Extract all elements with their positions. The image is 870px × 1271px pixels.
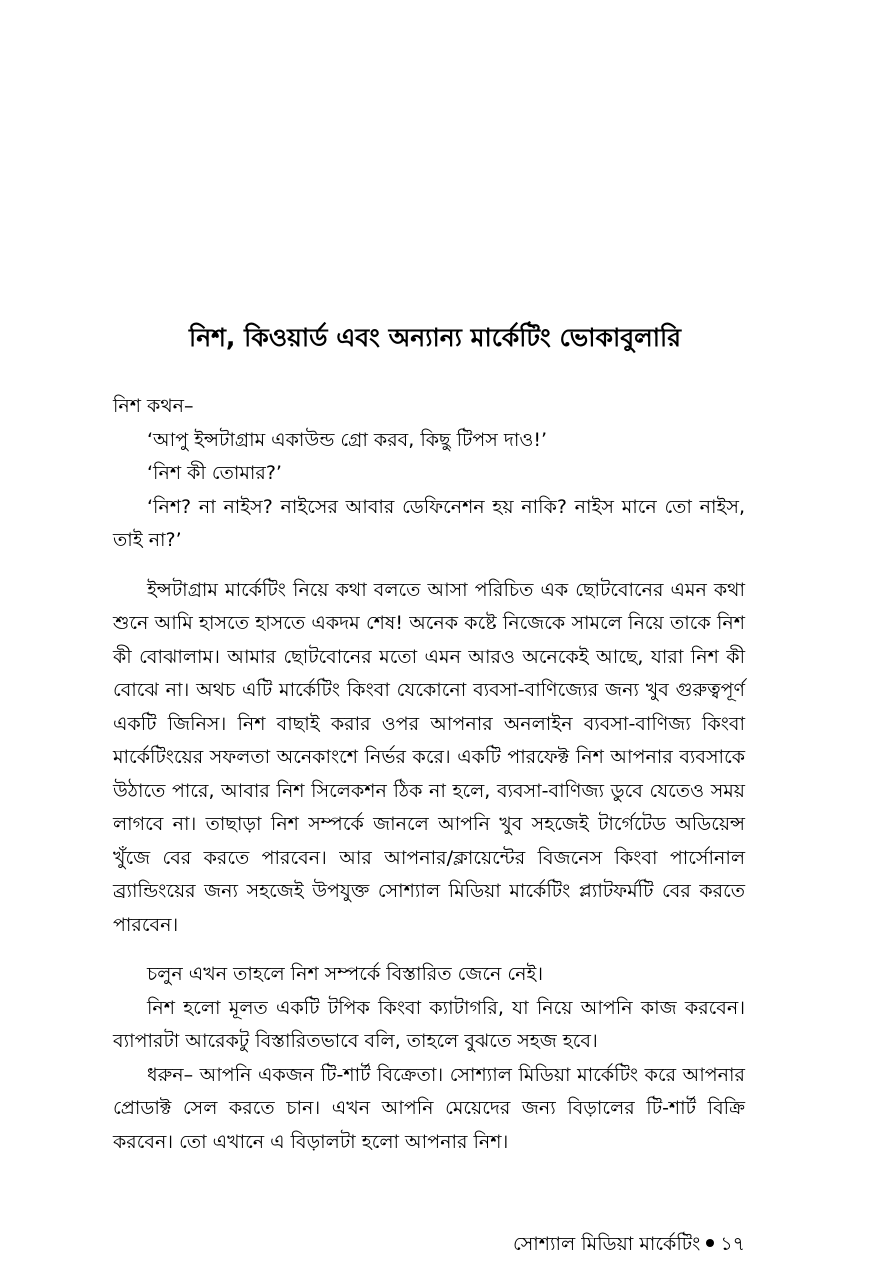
paragraph-niche-definition: নিশ হলো মূলত একটি টপিক কিংবা ক্যাটাগরি, যা নিয়ে আপনি কাজ করবেন। ব্যাপারটা আরেকটু বিস্তারিতভাবে বলি, তাহলে বুঝতে সহজ হবে। xyxy=(113,996,745,1052)
dialogue-line-3: ‘নিশ? না নাইস? নাইসের আবার ডেফিনেশন হয় নাকি? নাইস মানে তো নাইস, তাই না?’ xyxy=(113,495,745,551)
paragraph-intro-label: নিশ কথন– xyxy=(113,395,194,417)
dialogue-line-2: ‘নিশ কী তোমার?’ xyxy=(147,462,282,484)
chapter-title: নিশ, কিওয়ার্ড এবং অন্যান্য মার্কেটিং ভোকাবুলারি xyxy=(189,323,681,352)
paragraph-example: ধরুন– আপনি একজন টি-শার্ট বিক্রেতা। সোশ্যাল মিডিয়া মার্কেটিং করে আপনার প্রোডাক্ট সেল করতে চান। এখন আপনি মেয়েদের জন্য বিড়ালের টি-শার্ট বিক্রি করবেন। তো এখানে এ বিড়ালটা হলো আপনার নিশ। xyxy=(113,1063,745,1153)
dialogue-line-1: ‘আপু ইন্সটাগ্রাম একাউন্ড গ্রো করব, কিছু টিপস দাও!’ xyxy=(147,428,548,451)
page-number: ১৭ xyxy=(720,1233,745,1255)
paragraph-niche-importance: ইন্সটাগ্রাম মার্কেটিং নিয়ে কথা বলতে আসা পরিচিত এক ছোটবোনের এমন কথা শুনে আমি হাসতে হাসতে একদম শেষ! অনেক কষ্টে নিজেকে সামলে নিয়ে তাকে নিশ কী বোঝালাম। আমার ছোটবোনের মতো এমন আরও অনেকেই আছে, যারা নিশ কী বোঝে না। অথচ এটি মার্কেটিং কিংবা যেকোনো ব্যবসা-বাণিজ্যের জন্য খুব গুরুত্বপূর্ণ একটি জিনিস। নিশ বাছাই করার ওপর আপনার অনলাইন ব্যবসা-বাণিজ্য কিংবা মার্কেটিংয়ের সফলতা অনেকাংশে নির্ভর করে। একটি পারফেক্ট নিশ আপনার ব্যবসাকে উঠাতে পারে, আবার নিশ সিলেকশন ঠিক না হলে, ব্যবসা-বাণিজ্য ডুবে যেতেও সময় লাগবে না। তাছাড়া নিশ সম্পর্কে জানলে আপনি খুব সহজেই টার্গেটেড অডিয়েন্স খুঁজে বের করতে পারবেন। আর আপনার/ক্লায়েন্টের বিজনেস কিংবা পার্সোনাল ব্র্যান্ডিংয়ের জন্য সহজেই উপযুক্ত সোশ্যাল মিডিয়া মার্কেটিং প্ল্যাটফর্মটি বের করতে পারবেন। xyxy=(113,578,745,936)
paragraph-transition: চলুন এখন তাহলে নিশ সম্পর্কে বিস্তারিত জেনে নেই। xyxy=(147,963,544,985)
bullet-separator-icon xyxy=(706,1239,714,1247)
footer-book-title: সোশ্যাল মিডিয়া মার্কেটিং xyxy=(512,1233,701,1255)
page-footer xyxy=(513,1230,745,1258)
body-text xyxy=(113,390,745,1159)
